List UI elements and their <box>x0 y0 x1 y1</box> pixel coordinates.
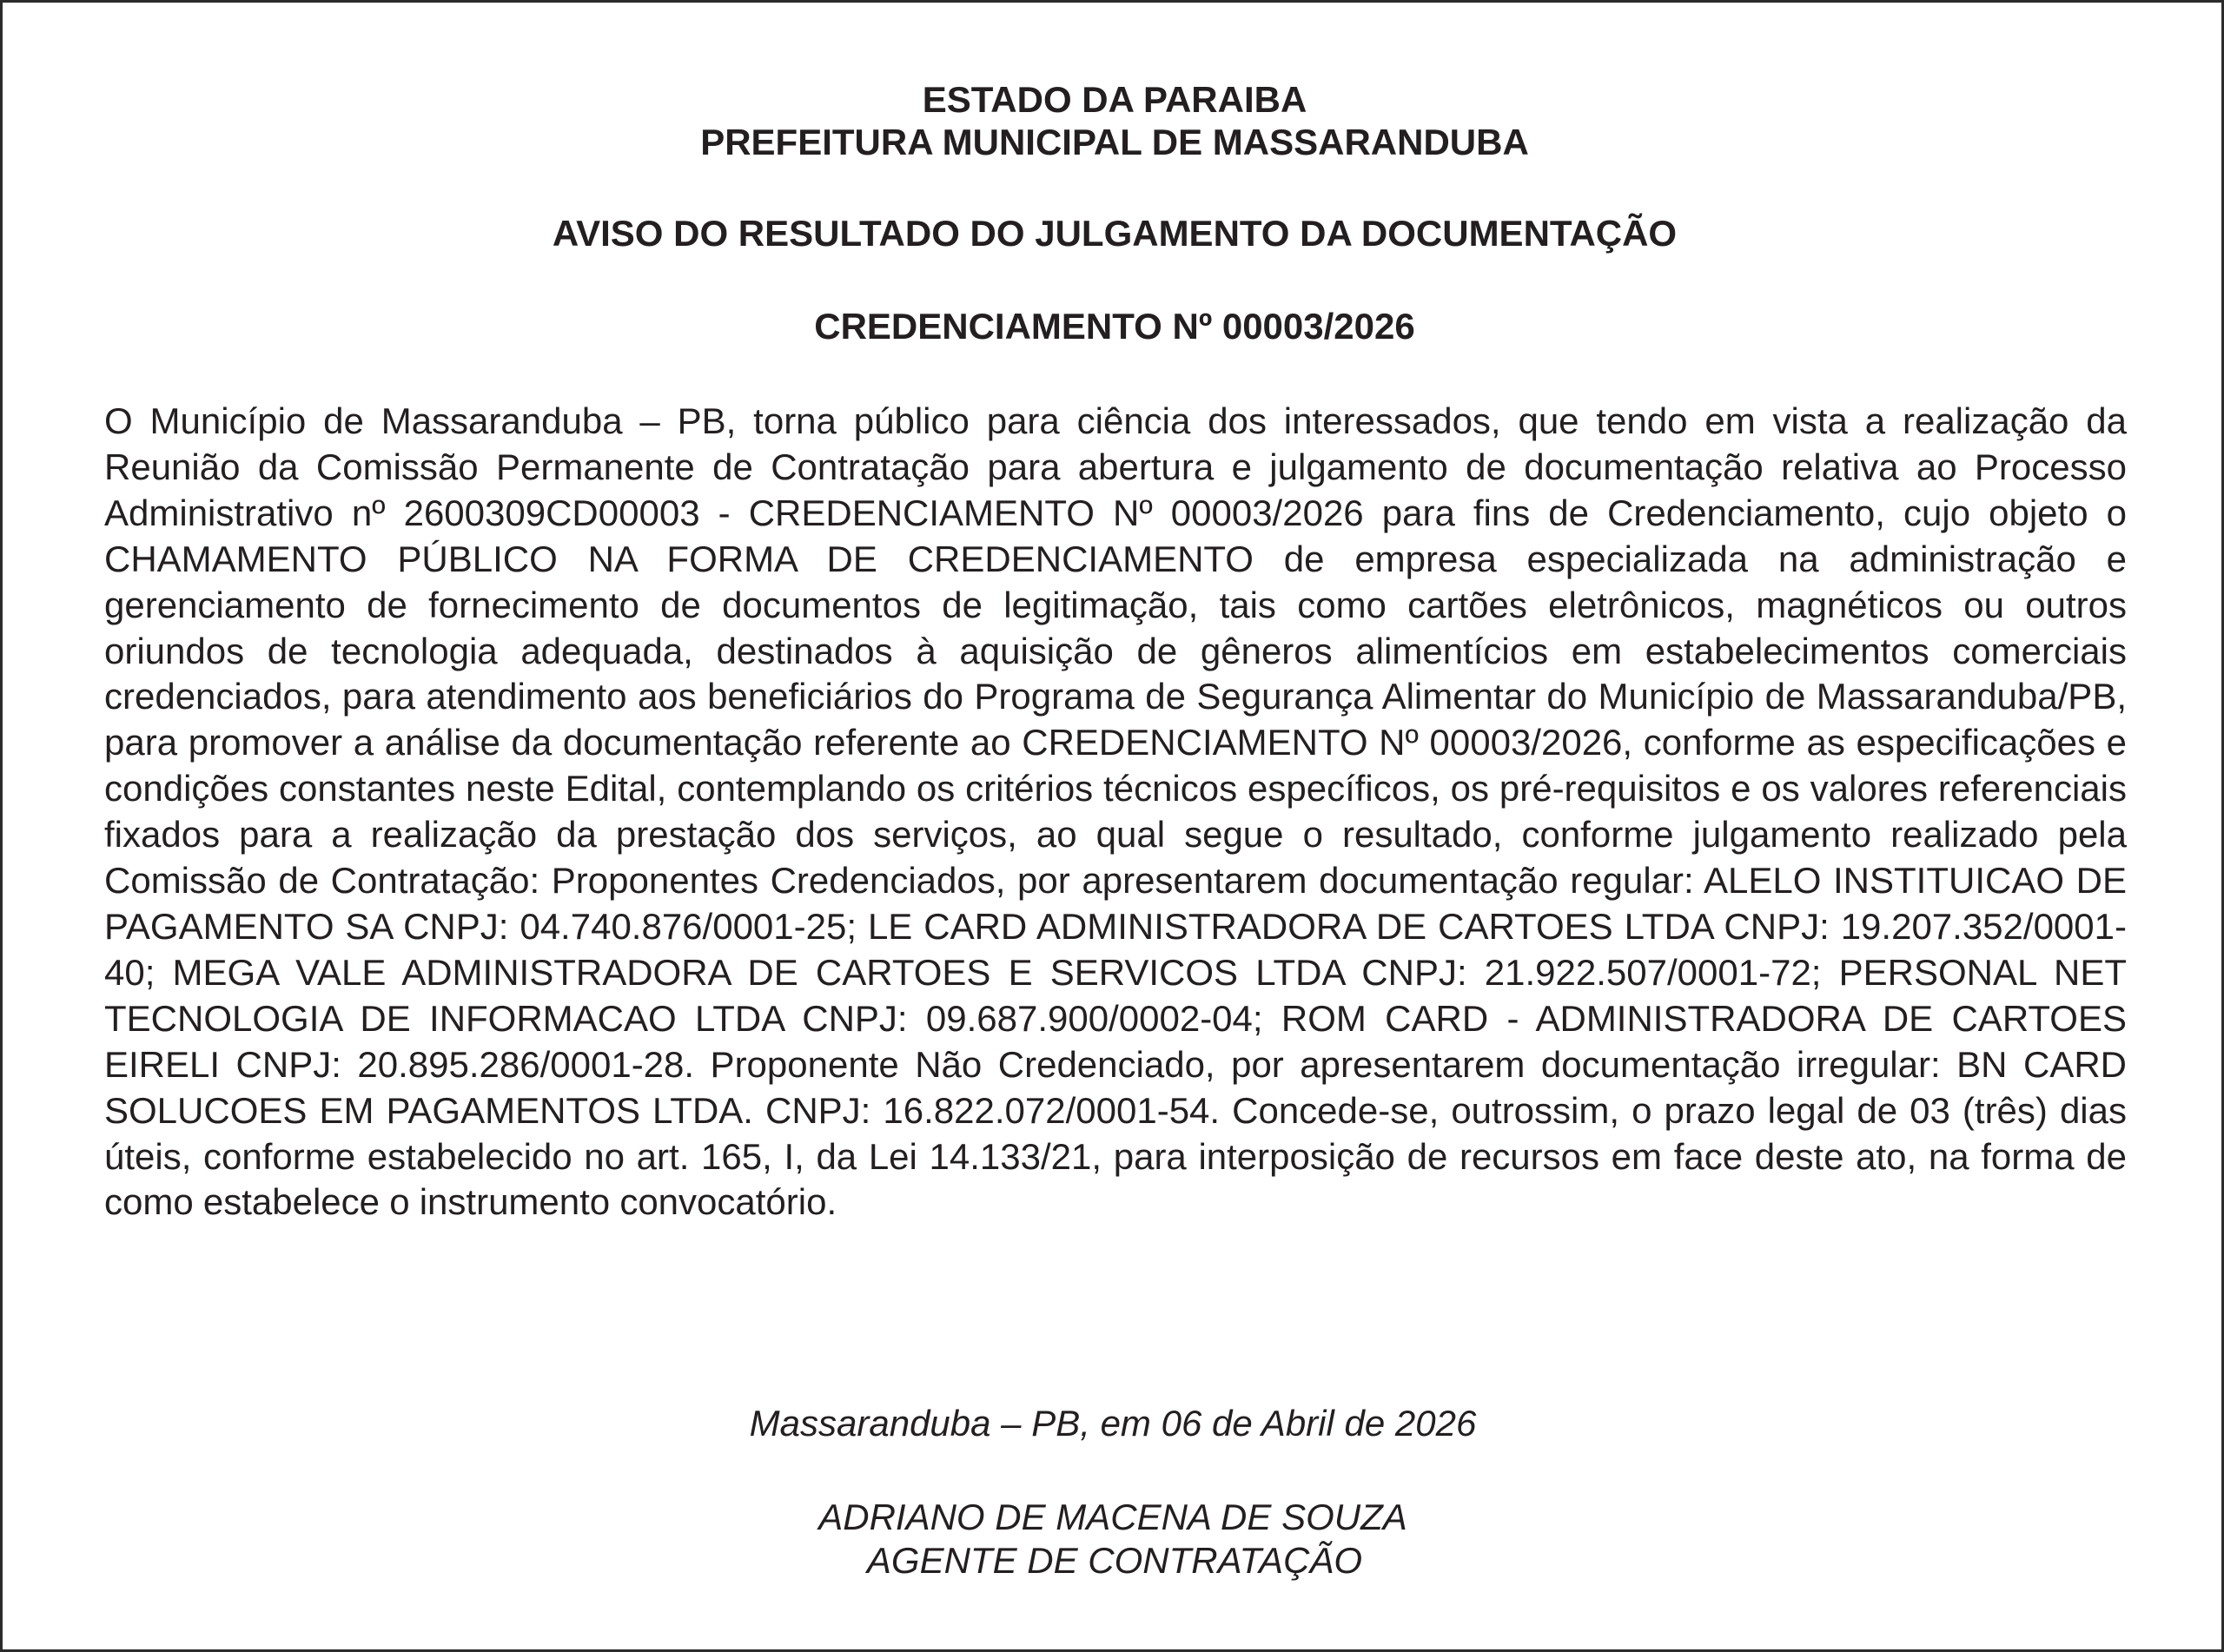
notice-body-paragraph: O Município de Massaranduba – PB, torna público para ciência dos interessados, que tendo em vista a realização da Reunião da Comissão Permanente de Contratação para abertura e julgamento de documentação relativa ao Processo Administrativo nº 2600309CD00003 - CREDENCIAMENTO Nº 00003/2026 para fins de Credenciamento, cujo objeto o CHAMAMENTO PÚBLICO NA FORMA DE CREDENCIAMENTO de empresa especializada na administração e gerenciamento de fornecimento de documentos de legitimação, tais como cartões eletrônicos, magnéticos ou outros oriundos de tecnologia adequada, destinados à aquisição de gêneros alimentícios em estabelecimentos comerciais credenciados, para atendimento aos beneficiários do Programa de Segurança Alimentar do Município de Massaranduba/PB, para promover a análise da documentação referente ao CREDENCIAMENTO Nº 00003/2026, conforme as especificações e condições constantes neste Edital, contemplando os critérios técnicos específicos, os pré-requisitos e os valores referenciais fixados para a realização da prestação dos serviços, ao qual segue o resultado, conforme julgamento realizado pela Comissão de Contratação: Proponentes Credenciados, por apresentarem documentação regular: ALELO INSTITUICAO DE PAGAMENTO SA CNPJ: 04.740.876/0001-25; LE CARD ADMINISTRADORA DE CARTOES LTDA CNPJ: 19.207.352/0001-40; MEGA VALE ADMINISTRADORA DE CARTOES E SERVICOS LTDA CNPJ: 21.922.507/0001-72; PERSONAL NET TECNOLOGIA DE INFORMACAO LTDA CNPJ: 09.687.900/0002-04; ROM CARD - ADMINISTRADORA DE CARTOES EIRELI CNPJ: 20.895.286/0001-28. Proponente Não Credenciado, por apresentarem documentação irregular: BN CARD SOLUCOES EM PAGAMENTOS LTDA. CNPJ: 16.822.072/0001-54. Concede-se, outrossim, o prazo legal de 03 (três) dias úteis, conforme estabelecido no art. 165, I, da Lei 14.133/21, para interposição de recursos em face deste ato, na forma de como estabelece o instrumento convocatório. <box>104 400 2127 1223</box>
signatory-name: ADRIANO DE MACENA DE SOUZA <box>818 1497 1407 1537</box>
signatory-role: AGENTE DE CONTRATAÇÃO <box>866 1540 1363 1581</box>
place-date-line: Massaranduba – PB, em 06 de Abril de 2026 <box>749 1403 1477 1444</box>
notice-title: AVISO DO RESULTADO DO JULGAMENTO DA DOCUMENTAÇÃO <box>552 213 1678 254</box>
credential-number-heading: CREDENCIAMENTO Nº 00003/2026 <box>814 306 1415 347</box>
state-heading: ESTADO DA PARAIBA <box>922 79 1307 120</box>
prefecture-heading: PREFEITURA MUNICIPAL DE MASSARANDUBA <box>700 122 1529 162</box>
